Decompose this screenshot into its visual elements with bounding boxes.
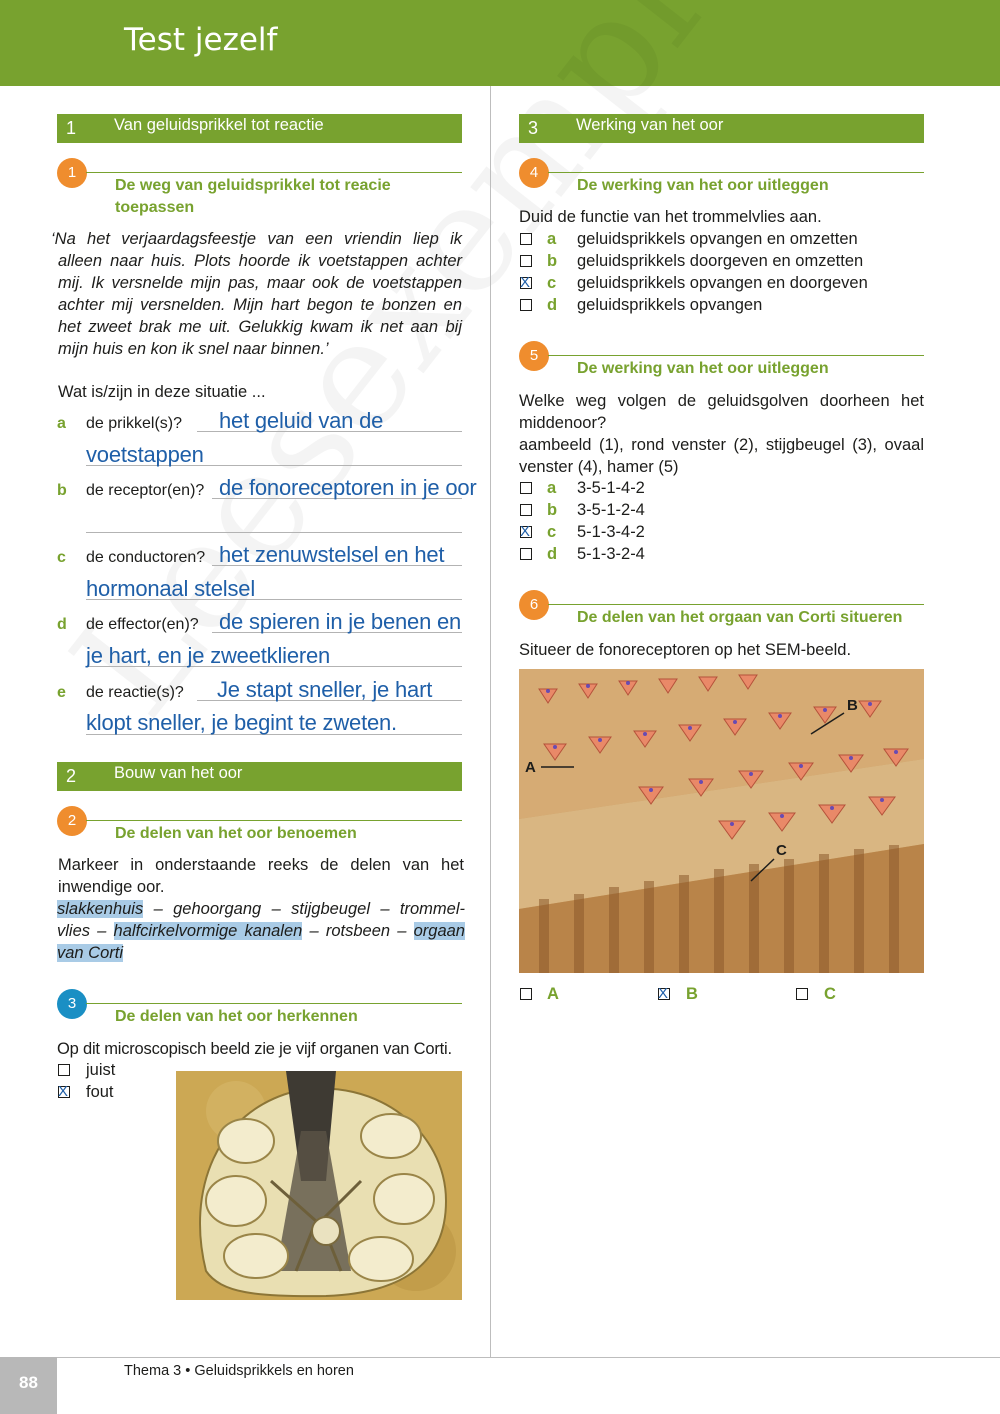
highlighted-term[interactable]: slakkenhuis: [57, 900, 144, 918]
prompt-line: Welke weg volgen de geluidsgolven doorheen het: [519, 392, 924, 410]
section-1-title: Van geluidsprikkel tot reactie: [114, 116, 324, 134]
option-text: 3-5-1-2-4: [577, 501, 645, 519]
checkbox[interactable]: [520, 988, 532, 1000]
option-letter: c: [547, 523, 557, 541]
item-e-answer-line2[interactable]: klopt sneller, je begint te zweten.: [86, 710, 397, 735]
q5-option-b[interactable]: [520, 499, 820, 521]
question-1-number: 1: [57, 158, 87, 188]
checkbox[interactable]: [796, 988, 808, 1000]
q4-option-d[interactable]: [520, 294, 920, 316]
question-6-rule: [548, 604, 924, 605]
option-letter: d: [547, 296, 558, 314]
image-label-c: C: [776, 842, 787, 859]
question-4-prompt: Duid de functie van het trommelvlies aan.: [519, 208, 822, 226]
option-text: geluidsprikkels opvangen en omzetten: [577, 230, 858, 248]
q4-option-a[interactable]: [520, 228, 920, 250]
section-3-number: 3: [528, 118, 539, 138]
quote-line: het zweet brak me uit. Gelukkig kwam ik net aan bij: [58, 318, 462, 336]
checkbox[interactable]: [58, 1064, 70, 1076]
quote-line: mij. Ik versnelde mijn pas, maar ook de voetstappen: [58, 274, 462, 292]
item-c-answer-line1[interactable]: het zenuwstelsel en het: [219, 542, 445, 567]
image-label-a: A: [525, 759, 536, 776]
question-5-rule: [548, 355, 924, 356]
question-3-number: 3: [57, 989, 87, 1019]
item-a-letter: a: [57, 415, 66, 432]
item-c-answer-line2[interactable]: hormonaal stelsel: [86, 576, 256, 601]
quote-line: achter mij versnelden. Mijn hart begon te bonzen en: [58, 296, 462, 314]
highlighted-term[interactable]: halfcirkelvormige kanalen: [113, 922, 303, 940]
series-text[interactable]: – rotsbeen –: [302, 922, 414, 940]
q6-option-a[interactable]: [520, 983, 600, 1005]
item-a-answer-line1[interactable]: het geluid van de: [219, 408, 384, 433]
question-1-title-line2: toepassen: [115, 199, 195, 216]
option-label: juist: [86, 1061, 116, 1079]
checkbox-checked[interactable]: [658, 988, 670, 1000]
q4-option-c[interactable]: [520, 272, 920, 294]
question-4-rule: [548, 172, 924, 173]
item-d-letter: d: [57, 616, 67, 633]
option-text: 5-1-3-4-2: [577, 523, 645, 541]
item-d-answer-line2[interactable]: je hart, en je zweetklieren: [86, 643, 331, 668]
item-a-label: de prikkel(s)?: [86, 415, 183, 432]
item-d-label: de effector(en)?: [86, 616, 199, 633]
checkbox[interactable]: [520, 504, 532, 516]
checkbox[interactable]: [520, 299, 532, 311]
series-line: [57, 942, 465, 964]
question-5-prompt: [519, 390, 924, 478]
option-letter: c: [547, 274, 557, 292]
q5-option-a[interactable]: [520, 477, 820, 499]
question-4-title: De werking van het oor uitleggen: [577, 177, 829, 194]
instruction-line: Markeer in onderstaande reeks de delen van het: [58, 856, 464, 874]
quote-line: ‘Na het verjaardagsfeestje van een vriendin liep ik: [51, 230, 462, 248]
prompt-line: middenoor?: [519, 414, 607, 432]
series-line: [57, 898, 465, 920]
item-e-answer-line1[interactable]: Je stapt sneller, je hart: [217, 677, 433, 702]
option-letter: A: [547, 985, 559, 1003]
item-d-answer-line1[interactable]: de spieren in je benen en: [219, 609, 462, 634]
section-2-number: 2: [66, 766, 77, 786]
option-letter: d: [547, 545, 558, 563]
page-title: Test jezelf: [124, 22, 278, 58]
quote-line: alleen naar huis. Plots hoorde ik voetstappen achter: [58, 252, 462, 270]
checkbox[interactable]: [520, 548, 532, 560]
checkbox[interactable]: [520, 482, 532, 494]
column-divider: [490, 86, 491, 1358]
section-2-title: Bouw van het oor: [114, 764, 243, 782]
option-fout[interactable]: [58, 1081, 158, 1103]
option-letter: C: [824, 985, 836, 1003]
q6-option-b[interactable]: [658, 983, 738, 1005]
item-b-answer-line1[interactable]: de fonoreceptoren in je oor: [219, 475, 477, 500]
question-2-series: [57, 898, 465, 964]
q4-option-b[interactable]: [520, 250, 920, 272]
checkbox[interactable]: [520, 255, 532, 267]
series-line: [57, 920, 465, 942]
question-3-title: De delen van het oor herkennen: [115, 1008, 358, 1025]
series-text[interactable]: – gehoorgang – stijgbeugel – trommel-: [143, 900, 465, 918]
q5-option-d[interactable]: [520, 543, 820, 565]
option-letter: b: [547, 501, 558, 519]
option-text: geluidsprikkels opvangen: [577, 296, 763, 314]
q5-option-c[interactable]: [520, 521, 820, 543]
cochlea-microscope-image: [176, 1071, 462, 1300]
question-6-number: 6: [519, 590, 549, 620]
item-e-letter: e: [57, 684, 66, 701]
page-number: 88: [0, 1357, 57, 1414]
instruction-line: inwendige oor.: [58, 878, 165, 896]
highlighted-term[interactable]: orgaan: [413, 922, 465, 940]
sem-image-organ-of-corti: [519, 669, 924, 973]
question-5-title: De werking van het oor uitleggen: [577, 360, 829, 377]
answer-line: [86, 532, 462, 533]
q6-option-c[interactable]: [796, 983, 876, 1005]
section-2-header: [57, 762, 462, 791]
item-b-letter: b: [57, 482, 67, 499]
page-header: [0, 0, 1000, 86]
item-e-label: de reactie(s)?: [86, 684, 184, 701]
question-2-instruction: [58, 854, 464, 898]
option-letter: B: [686, 985, 698, 1003]
checkbox-checked[interactable]: [58, 1086, 70, 1098]
option-text: geluidsprikkels opvangen en doorgeven: [577, 274, 868, 292]
question-6-title: De delen van het orgaan van Corti situeren: [577, 609, 903, 626]
item-b-label: de receptor(en)?: [86, 482, 205, 499]
question-5-number: 5: [519, 341, 549, 371]
item-c-label: de conductoren?: [86, 549, 206, 566]
question-2-title: De delen van het oor benoemen: [115, 825, 357, 842]
question-4-number: 4: [519, 158, 549, 188]
highlighted-term[interactable]: van Corti: [57, 944, 124, 962]
prompt-line: venster (4), hamer (5): [519, 458, 679, 476]
checkbox-checked[interactable]: [520, 277, 532, 289]
question-3-rule: [86, 1003, 462, 1004]
option-label: fout: [86, 1083, 114, 1101]
cochlea-illustration: [176, 1071, 462, 1300]
option-text: 3-5-1-4-2: [577, 479, 645, 497]
quote-line: mijn huis en kon ik snel naar binnen.’: [58, 340, 329, 358]
image-label-b: B: [847, 697, 858, 714]
checkbox[interactable]: [520, 233, 532, 245]
question-1-quote: [51, 228, 462, 360]
option-text: 5-1-3-2-4: [577, 545, 645, 563]
question-1-rule: [86, 172, 462, 173]
question-1-title-line1: De weg van geluidsprikkel tot reacie: [115, 177, 391, 194]
prompt-line: aambeeld (1), rond venster (2), stijgbeugel (3), ovaal: [519, 436, 924, 454]
section-3-title: Werking van het oor: [576, 116, 724, 134]
item-a-answer-line2[interactable]: voetstappen: [86, 442, 204, 467]
question-6-instruction: Situeer de fonoreceptoren op het SEM-beeld.: [519, 641, 852, 659]
footer-text: Thema 3 • Geluidsprikkels en horen: [124, 1363, 354, 1379]
checkbox-checked[interactable]: [520, 526, 532, 538]
option-letter: a: [547, 230, 557, 248]
footer-rule: [57, 1357, 1000, 1358]
option-text: geluidsprikkels doorgeven en omzetten: [577, 252, 864, 270]
item-c-letter: c: [57, 549, 66, 566]
option-letter: b: [547, 252, 558, 270]
organ-of-corti-illustration: [519, 669, 924, 973]
section-1-header: [57, 114, 462, 143]
option-juist[interactable]: [58, 1059, 158, 1081]
question-2-rule: [86, 820, 462, 821]
question-1-prompt: Wat is/zijn in deze situatie ...: [58, 383, 266, 401]
question-3-statement: Op dit microscopisch beeld zie je vijf organen van Corti.: [57, 1040, 452, 1058]
section-1-number: 1: [66, 118, 77, 138]
series-text[interactable]: vlies –: [57, 922, 114, 940]
section-3-header: [519, 114, 924, 143]
option-letter: a: [547, 479, 557, 497]
question-2-number: 2: [57, 806, 87, 836]
